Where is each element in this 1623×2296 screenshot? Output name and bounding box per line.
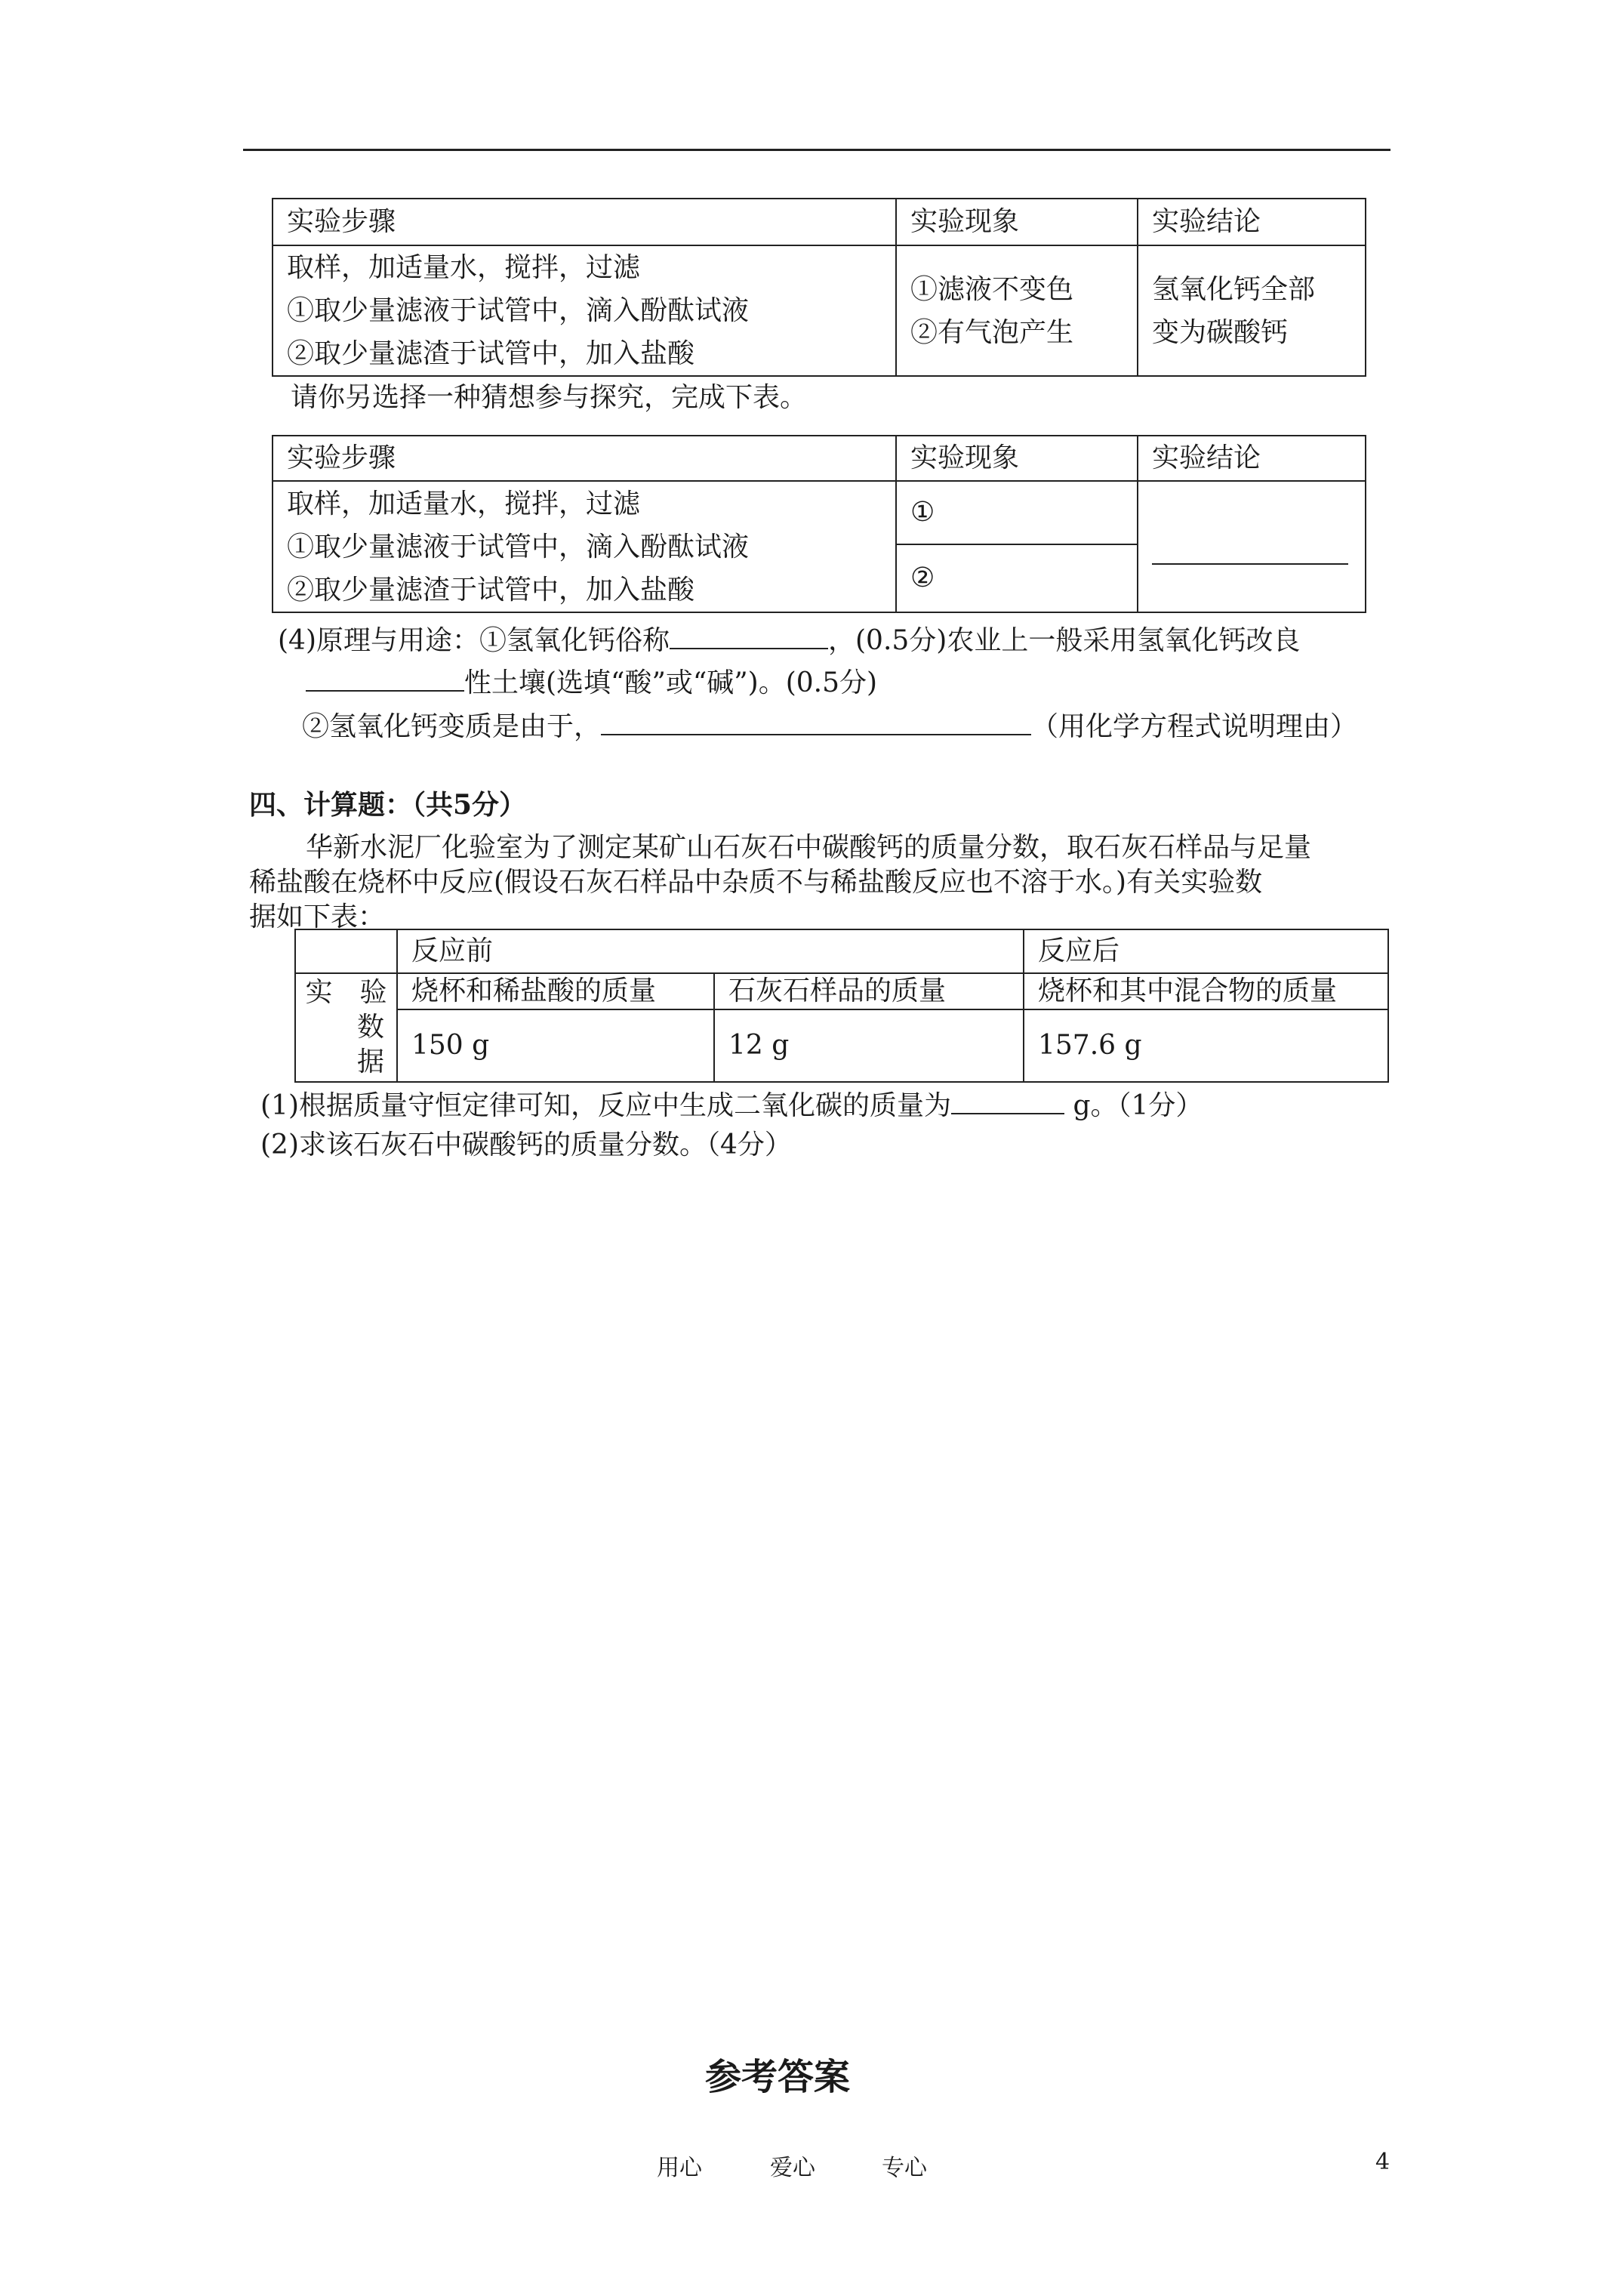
step-line: ①取少量滤液于试管中，滴入酚酞试液 xyxy=(287,295,750,326)
row-label-line: 据 xyxy=(356,1046,384,1077)
conclusion-line: 氢氧化钙全部 xyxy=(1152,273,1316,305)
q4-line-2 xyxy=(306,661,877,700)
header-phenomena: 实验现象 xyxy=(896,436,1138,481)
section-4-heading: 四、计算题：（共5分） xyxy=(249,789,527,821)
phenomenon-answer-2[interactable]: ② xyxy=(896,544,1138,612)
step-line: 取样，加适量水，搅拌，过滤 xyxy=(287,252,641,283)
conclusion-line: 变为碳酸钙 xyxy=(1152,316,1289,348)
footer-motto-1: 用心 xyxy=(657,2155,702,2181)
step-line: ①取少量滤液于试管中，滴入酚酞试液 xyxy=(287,531,750,562)
answer-title: 参考答案 xyxy=(705,2056,851,2098)
section-4-para-1: 华新水泥厂化验室为了测定某矿山石灰石中碳酸钙的质量分数，取石灰石样品与足量 xyxy=(306,832,1312,863)
data-table xyxy=(294,929,1389,1083)
q4-line-1 xyxy=(278,619,1300,658)
row-label-line: 数 xyxy=(356,1012,384,1043)
col-header-3: 烧杯和其中混合物的质量 xyxy=(1024,973,1388,1009)
phenomenon-answer-1[interactable]: ① xyxy=(896,481,1138,544)
steps-cell xyxy=(273,245,896,376)
q4-text-c: 性土壤(选填“酸”或“碱”)。(0.5分) xyxy=(464,667,878,698)
equation-blank[interactable] xyxy=(601,707,1031,735)
experiment-table-2 xyxy=(272,435,1366,613)
header-conclusion: 实验结论 xyxy=(1138,199,1366,245)
header-steps: 实验步骤 xyxy=(273,199,896,245)
q4-text-b: ，(0.5分)农业上一般采用氢氧化钙改良 xyxy=(828,625,1301,656)
section-4-para-2: 稀盐酸在烧杯中反应(假设石灰石样品中杂质不与稀盐酸反应也不溶于水。)有关实验数 xyxy=(249,867,1263,898)
header-conclusion: 实验结论 xyxy=(1138,436,1366,481)
q1-text-end: g。（1分） xyxy=(1064,1090,1203,1121)
phenomena-cell xyxy=(896,245,1138,376)
col-header-2: 石灰石样品的质量 xyxy=(714,973,1024,1009)
header-rule xyxy=(243,149,1390,151)
step-line: ②取少量滤渣于试管中，加入盐酸 xyxy=(287,574,695,606)
conclusion-blank[interactable] xyxy=(1152,536,1348,565)
after-header: 反应后 xyxy=(1024,929,1388,973)
q4-text-e: （用化学方程式说明理由） xyxy=(1031,711,1358,742)
row-label-cell xyxy=(295,973,397,1082)
conclusion-answer-cell[interactable] xyxy=(1138,481,1366,612)
footer-motto-3: 专心 xyxy=(882,2155,927,2181)
question-2: (2)求该石灰石中碳酸钙的质量分数。（4分） xyxy=(260,1130,792,1160)
header-steps: 实验步骤 xyxy=(273,436,896,481)
phenomenon-line: ②有气泡产生 xyxy=(910,316,1074,348)
q4-text-a: (4)原理与用途：①氢氧化钙俗称 xyxy=(278,625,670,656)
phenomenon-line: ①滤液不变色 xyxy=(910,273,1074,305)
row-label-line: 实 验 xyxy=(305,977,387,1008)
step-line: 取样，加适量水，搅拌，过滤 xyxy=(287,488,641,519)
q1-text: (1)根据质量守恒定律可知，反应中生成二氧化碳的质量为 xyxy=(260,1090,951,1121)
step-line: ②取少量滤渣于试管中，加入盐酸 xyxy=(287,338,695,369)
experiment-table-1 xyxy=(272,198,1366,377)
q4-text-d: ②氢氧化钙变质是由于， xyxy=(302,711,602,742)
nickname-blank[interactable] xyxy=(670,621,828,649)
value-2: 12 g xyxy=(714,1009,1024,1082)
steps-cell xyxy=(273,481,896,612)
footer-motto-2: 爱心 xyxy=(770,2155,815,2181)
value-1: 150 g xyxy=(397,1009,714,1082)
col-header-1: 烧杯和稀盐酸的质量 xyxy=(397,973,714,1009)
page-number: 4 xyxy=(1375,2149,1390,2175)
value-3: 157.6 g xyxy=(1024,1009,1388,1082)
section-4-para-3: 据如下表： xyxy=(249,901,386,932)
soil-type-blank[interactable] xyxy=(306,663,464,692)
header-phenomena: 实验现象 xyxy=(896,199,1138,245)
before-header: 反应前 xyxy=(397,929,1024,973)
q4-line-3 xyxy=(302,705,1357,744)
prompt-text: 请你另选择一种猜想参与探究，完成下表。 xyxy=(291,382,808,413)
conclusion-cell xyxy=(1138,245,1366,376)
co2-mass-blank[interactable] xyxy=(951,1086,1064,1114)
question-1 xyxy=(260,1084,1203,1123)
corner-cell xyxy=(295,929,397,973)
